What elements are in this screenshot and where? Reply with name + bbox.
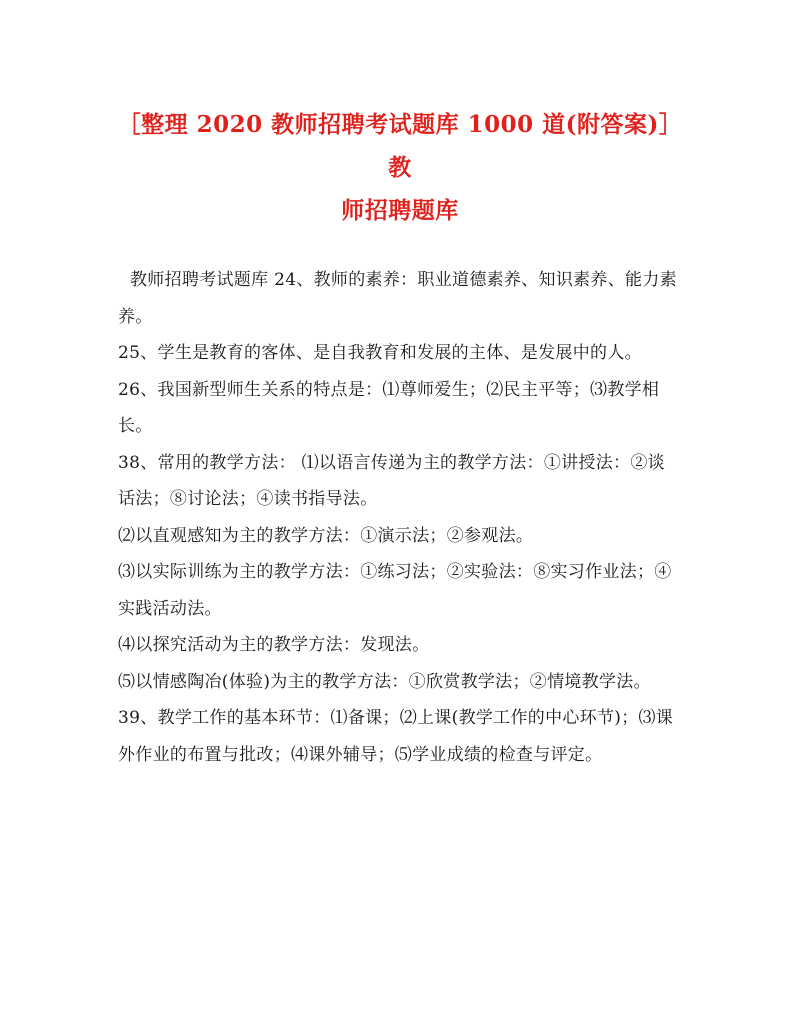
paragraph-24: 教师招聘考试题库 24、教师的素养：职业道德素养、知识素养、能力素养。	[118, 270, 677, 327]
paragraph-26: 26、我国新型师生关系的特点是：⑴尊师爱生；⑵民主平等；⑶教学相长。	[118, 379, 660, 436]
paragraph-39: 39、教学工作的基本环节：⑴备课；⑵上课(教学工作的中心环节)；⑶课外作业的布置与批改；⑷课外辅导；⑸学业成绩的检查与评定。	[118, 708, 674, 765]
paragraph-38-2: ⑵以直观感知为主的教学方法：①演示法；②参观法。	[118, 525, 534, 546]
paragraph-38: 38、常用的教学方法： ⑴以语言传递为主的教学方法：①讲授法：②谈话法；⑧讨论法；④读书指导法。	[118, 452, 665, 509]
paragraph-38-3: ⑶以实际训练为主的教学方法：①练习法；②实验法：⑧实习作业法；④实践活动法。	[118, 562, 672, 619]
paragraph-38-4: ⑷以探究活动为主的教学方法：发现法。	[118, 635, 430, 655]
paragraph-25: 25、学生是教育的客体、是自我教育和发展的主体、是发展中的人。	[118, 343, 642, 363]
paragraph-38-5: ⑸以情感陶冶(体验)为主的教学方法：①欣赏教学法；②情境教学法。	[118, 671, 651, 692]
document-title	[110, 103, 690, 232]
document-body	[118, 262, 678, 773]
document-title-line-2: 师招聘题库	[341, 197, 459, 224]
document-title-line-1: ［整理 2020 教师招聘考试题库 1000 道(附答案)］教	[117, 111, 683, 181]
